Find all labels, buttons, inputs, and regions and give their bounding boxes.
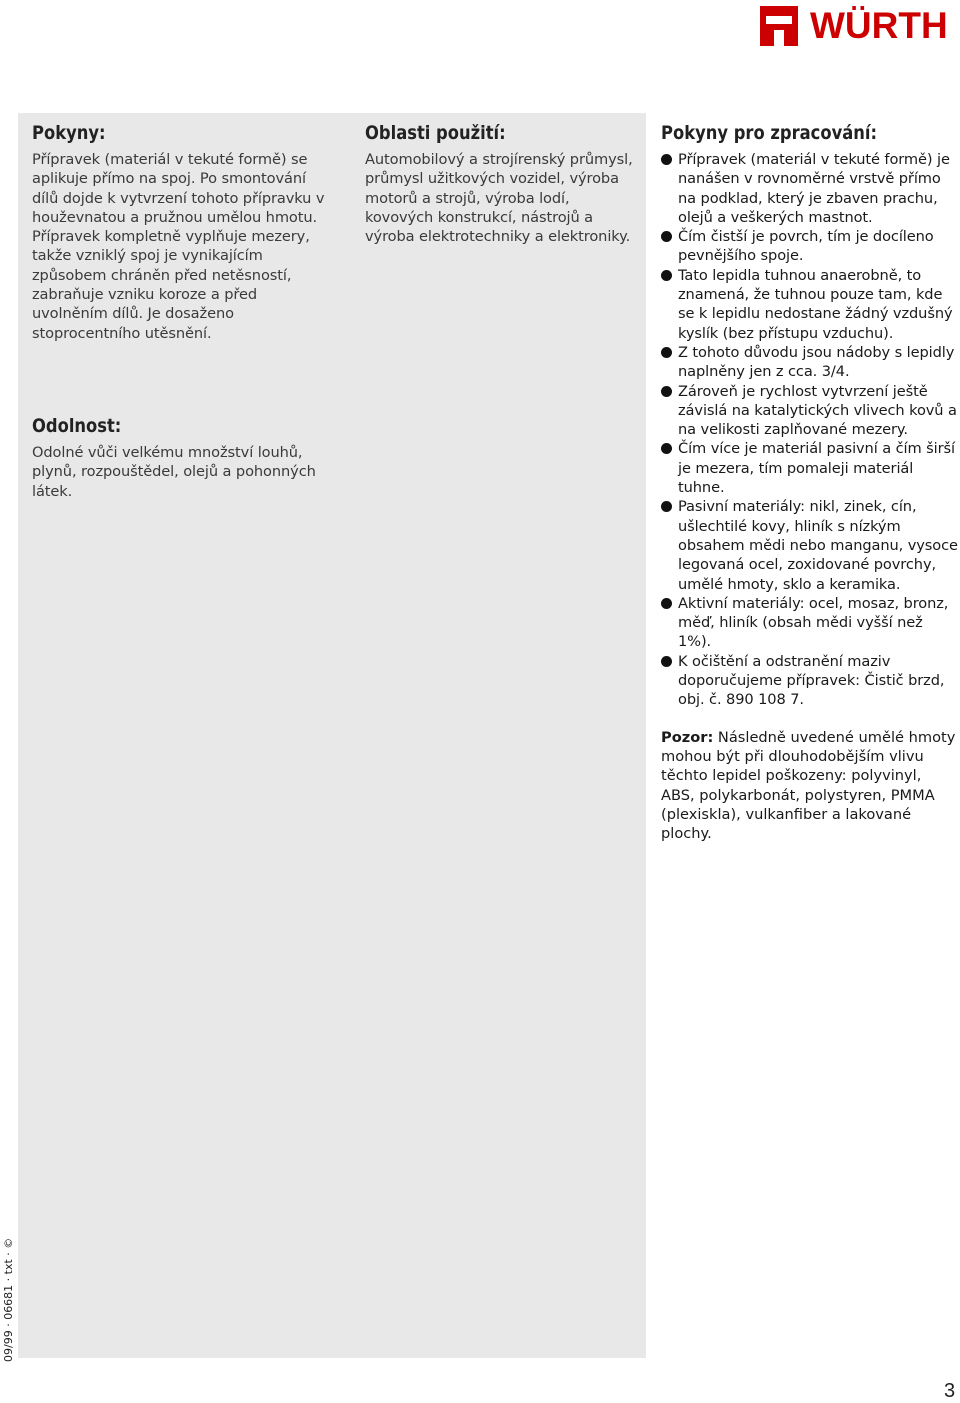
list-item (661, 497, 959, 593)
list-item-text: Aktivní materiály: ocel, mosaz, bronz, měď, hliník (obsah mědi vyšší než 1%). (678, 594, 949, 651)
pokyny-text: Přípravek (materiál v tekuté formě) se aplikuje přímo na spoj. Po smontování dílů dojde k vytvrzení tohoto přípravku v houževnatou a pružnou umělou hmotu. Přípravek kompletně vyplňuje mezery, takže vzniklý spoj je vynikajícím způsobem chráněn před netěsností, zabraňuje vzniku koroze a před uvolněním dílů. Je dosaženo stoprocentního utěsnění. (32, 151, 325, 342)
list-item (661, 652, 959, 710)
bullet-icon (661, 443, 672, 454)
pokyny-heading: Pokyny: (32, 122, 106, 144)
list-item (661, 150, 959, 227)
oblasti-heading: Oblasti použití: (365, 122, 506, 144)
document-code: 09/99 · 06681 · txt · © (2, 1237, 15, 1362)
bullet-icon (661, 656, 672, 667)
list-item (661, 594, 959, 652)
list-item-text: Zároveň je rychlost vytvrzení ještě závislá na katalytických vlivech kovů a na velikosti zaplňované mezery. (678, 382, 957, 439)
pozor-note (661, 728, 959, 844)
wurth-emblem-icon (758, 4, 802, 48)
column-right (661, 122, 959, 858)
brand-name: WÜRTH (810, 5, 948, 46)
zpracovani-heading: Pokyny pro zpracování: (661, 122, 878, 144)
pozor-label: Pozor: (661, 728, 714, 746)
bullet-icon (661, 154, 672, 165)
list-item (661, 227, 959, 266)
column-left (32, 122, 332, 501)
odolnost-heading: Odolnost: (32, 414, 122, 437)
list-item-text: Tato lepidla tuhnou anaerobně, to znamená, že tuhnou pouze tam, kde se k lepidlu nedostane žádný vzdušný kyslík (bez přístupu vzduchu). (678, 266, 953, 342)
list-item-text: Pasivní materiály: nikl, zinek, cín, ušlechtilé kovy, hliník s nízkým obsahem mědi nebo manganu, vysoce legovaná ocel, zoxidované povrchy, umělé hmoty, sklo a keramika. (678, 498, 958, 593)
list-item-text: Přípravek (materiál v tekuté formě) je nanášen v rovnoměrné vrstvě přímo na podklad, který je zbaven prachu, olejů a veškerých mastnot. (678, 151, 950, 226)
bullet-icon (661, 231, 672, 242)
column-middle (365, 122, 640, 246)
bullet-icon (661, 501, 672, 512)
list-item-text: Čím čistší je povrch, tím je docíleno pevnějšího spoje. (678, 228, 934, 265)
bullet-icon (661, 347, 672, 358)
pozor-text: Následně uvedené umělé hmoty mohou být při dlouhodobějším vlivu těchto lepidel poškozeny: polyvinyl, ABS, polykarbonát, polystyren, PMMA (plexiskla), vulkanfiber a lakované plochy. (661, 728, 956, 843)
bullet-icon (661, 386, 672, 397)
oblasti-text: Automobilový a strojírenský průmysl, průmysl užitkových vozidel, výroba motorů a strojů, výroba lodí, kovových konstrukcí, nástrojů a výroba elektrotechniky a elektroniky. (365, 151, 633, 246)
wurth-logo (758, 4, 958, 48)
zpracovani-list (661, 150, 959, 710)
list-item (661, 382, 959, 440)
list-item (661, 439, 959, 497)
list-item-text: Čím více je materiál pasivní a čím širší je mezera, tím pomaleji materiál tuhne. (678, 440, 955, 497)
list-item-text: Z tohoto důvodu jsou nádoby s lepidly naplněny jen z cca. 3/4. (678, 343, 955, 381)
odolnost-text: Odolné vůči velkému množství louhů, plynů, rozpouštědel, olejů a pohonných látek. (32, 443, 316, 500)
list-item (661, 343, 959, 382)
page-number: 3 (944, 1380, 956, 1402)
list-item-text: K očištění a odstranění maziv doporučujeme přípravek: Čistič brzd, obj. č. 890 108 7. (678, 652, 945, 709)
list-item (661, 266, 959, 343)
bullet-icon (661, 598, 672, 609)
bullet-icon (661, 270, 672, 281)
